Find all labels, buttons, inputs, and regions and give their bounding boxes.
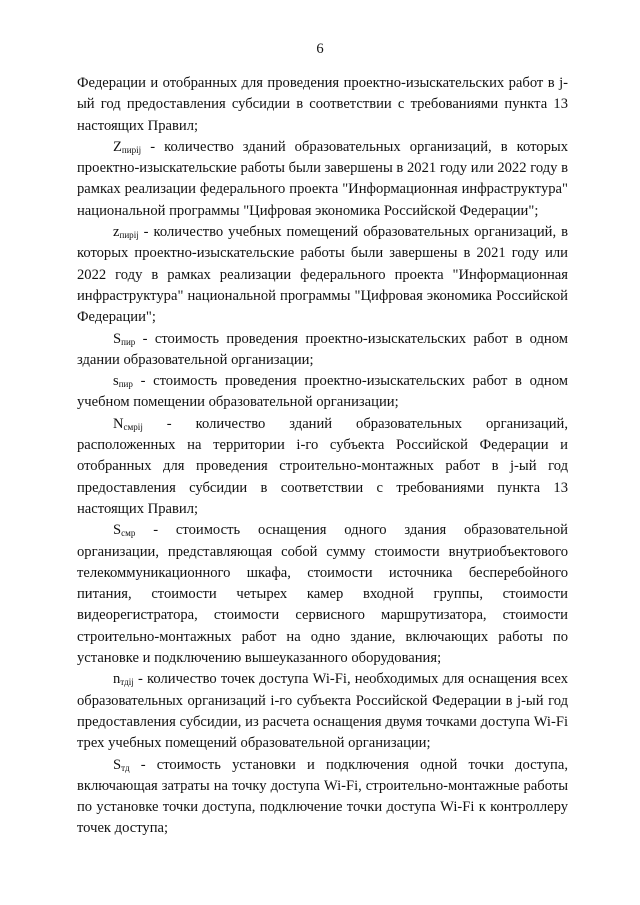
paragraph-text: S bbox=[113, 330, 122, 347]
paragraph-text: S bbox=[113, 522, 122, 539]
paragraph bbox=[77, 329, 568, 372]
document-body bbox=[77, 73, 568, 840]
paragraph bbox=[77, 137, 568, 222]
paragraph-text: - стоимость установки и подключения одной точки доступа, включающая затраты на точку доступа Wi-Fi, строительно-монтажные работы по установке точки доступа, подключение точки доступа Wi-Fi к контроллеру точек доступа; bbox=[77, 756, 568, 837]
paragraph-text: s bbox=[113, 373, 119, 390]
variable-subscript: пирij bbox=[119, 230, 139, 241]
paragraph-text: S bbox=[113, 756, 122, 773]
variable-subscript: смрij bbox=[123, 421, 143, 432]
paragraph-text: - количество зданий образовательных организаций, расположенных на территории i-го субъекта Российской Федерации и отобранных для проведения строительно-монтажных работ в j-ый год предоставления субсидии в соответствии с требованиями пункта 13 настоящих Правил; bbox=[77, 415, 568, 517]
paragraph bbox=[77, 73, 568, 137]
paragraph-text: n bbox=[113, 671, 121, 688]
paragraph-text: - стоимость оснащения одного здания образовательной организации, представляющая собой сумму стоимости внутриобъектового телекоммуникационного шкафа, стоимости источника бесперебойного питания, стоимости четырех камер входной группы, стоимости видеорегистратора, стоимости сервисного маршрутизатора, стоимости строительно-монтажных работ на одно здание, включающих работы по установке и подключению вышеуказанного оборудования; bbox=[77, 522, 568, 667]
paragraph-text: - количество зданий образовательных организаций, в которых проектно-изыскательские работы были завершены в 2021 году или 2022 году в рамках реализации федерального проекта "Информационная инфраструктура" национальной программы "Цифровая экономика Российской Федерации"; bbox=[77, 138, 568, 219]
paragraph bbox=[77, 755, 568, 840]
variable-subscript: пир bbox=[121, 336, 136, 347]
paragraph bbox=[77, 669, 568, 754]
paragraph bbox=[77, 222, 568, 328]
paragraph-text: - стоимость проведения проектно-изыскательских работ в одном учебном помещении образовательной организации; bbox=[77, 373, 568, 411]
variable-subscript: пир bbox=[118, 379, 133, 390]
paragraph-text: z bbox=[113, 224, 120, 241]
paragraph-text: Федерации и отобранных для проведения проектно-изыскательских работ в j-ый год предоставления субсидии в соответствии с требованиями пункта 13 настоящих Правил; bbox=[77, 75, 568, 134]
paragraph-text: - стоимость проведения проектно-изыскательских работ в одном здании образовательной организации; bbox=[77, 330, 568, 368]
paragraph-text: Z bbox=[113, 138, 122, 155]
page-number: 6 bbox=[316, 41, 324, 57]
paragraph bbox=[77, 520, 568, 669]
paragraph-text: - количество точек доступа Wi-Fi, необходимых для оснащения всех образовательных организаций i-го субъекта Российской Федерации в j-ый год предоставления субсидии, из расчета оснащения двумя точками доступа Wi-Fi трех учебных помещений образовательной организации; bbox=[77, 671, 568, 752]
variable-subscript: смр bbox=[121, 528, 136, 539]
paragraph bbox=[77, 371, 568, 414]
variable-subscript: тдij bbox=[120, 677, 134, 688]
variable-subscript: пирij bbox=[121, 144, 142, 155]
paragraph bbox=[77, 414, 568, 520]
variable-subscript: тд bbox=[121, 762, 130, 773]
paragraph-text: N bbox=[113, 415, 124, 432]
paragraph-text: - количество учебных помещений образовательных организаций, в которых проектно-изыскательские работы были завершены в 2021 году или 2022 году в рамках реализации федерального проекта "Информационная инфраструктура" национальной программы "Цифровая экономика Российской Федерации"; bbox=[77, 224, 568, 326]
